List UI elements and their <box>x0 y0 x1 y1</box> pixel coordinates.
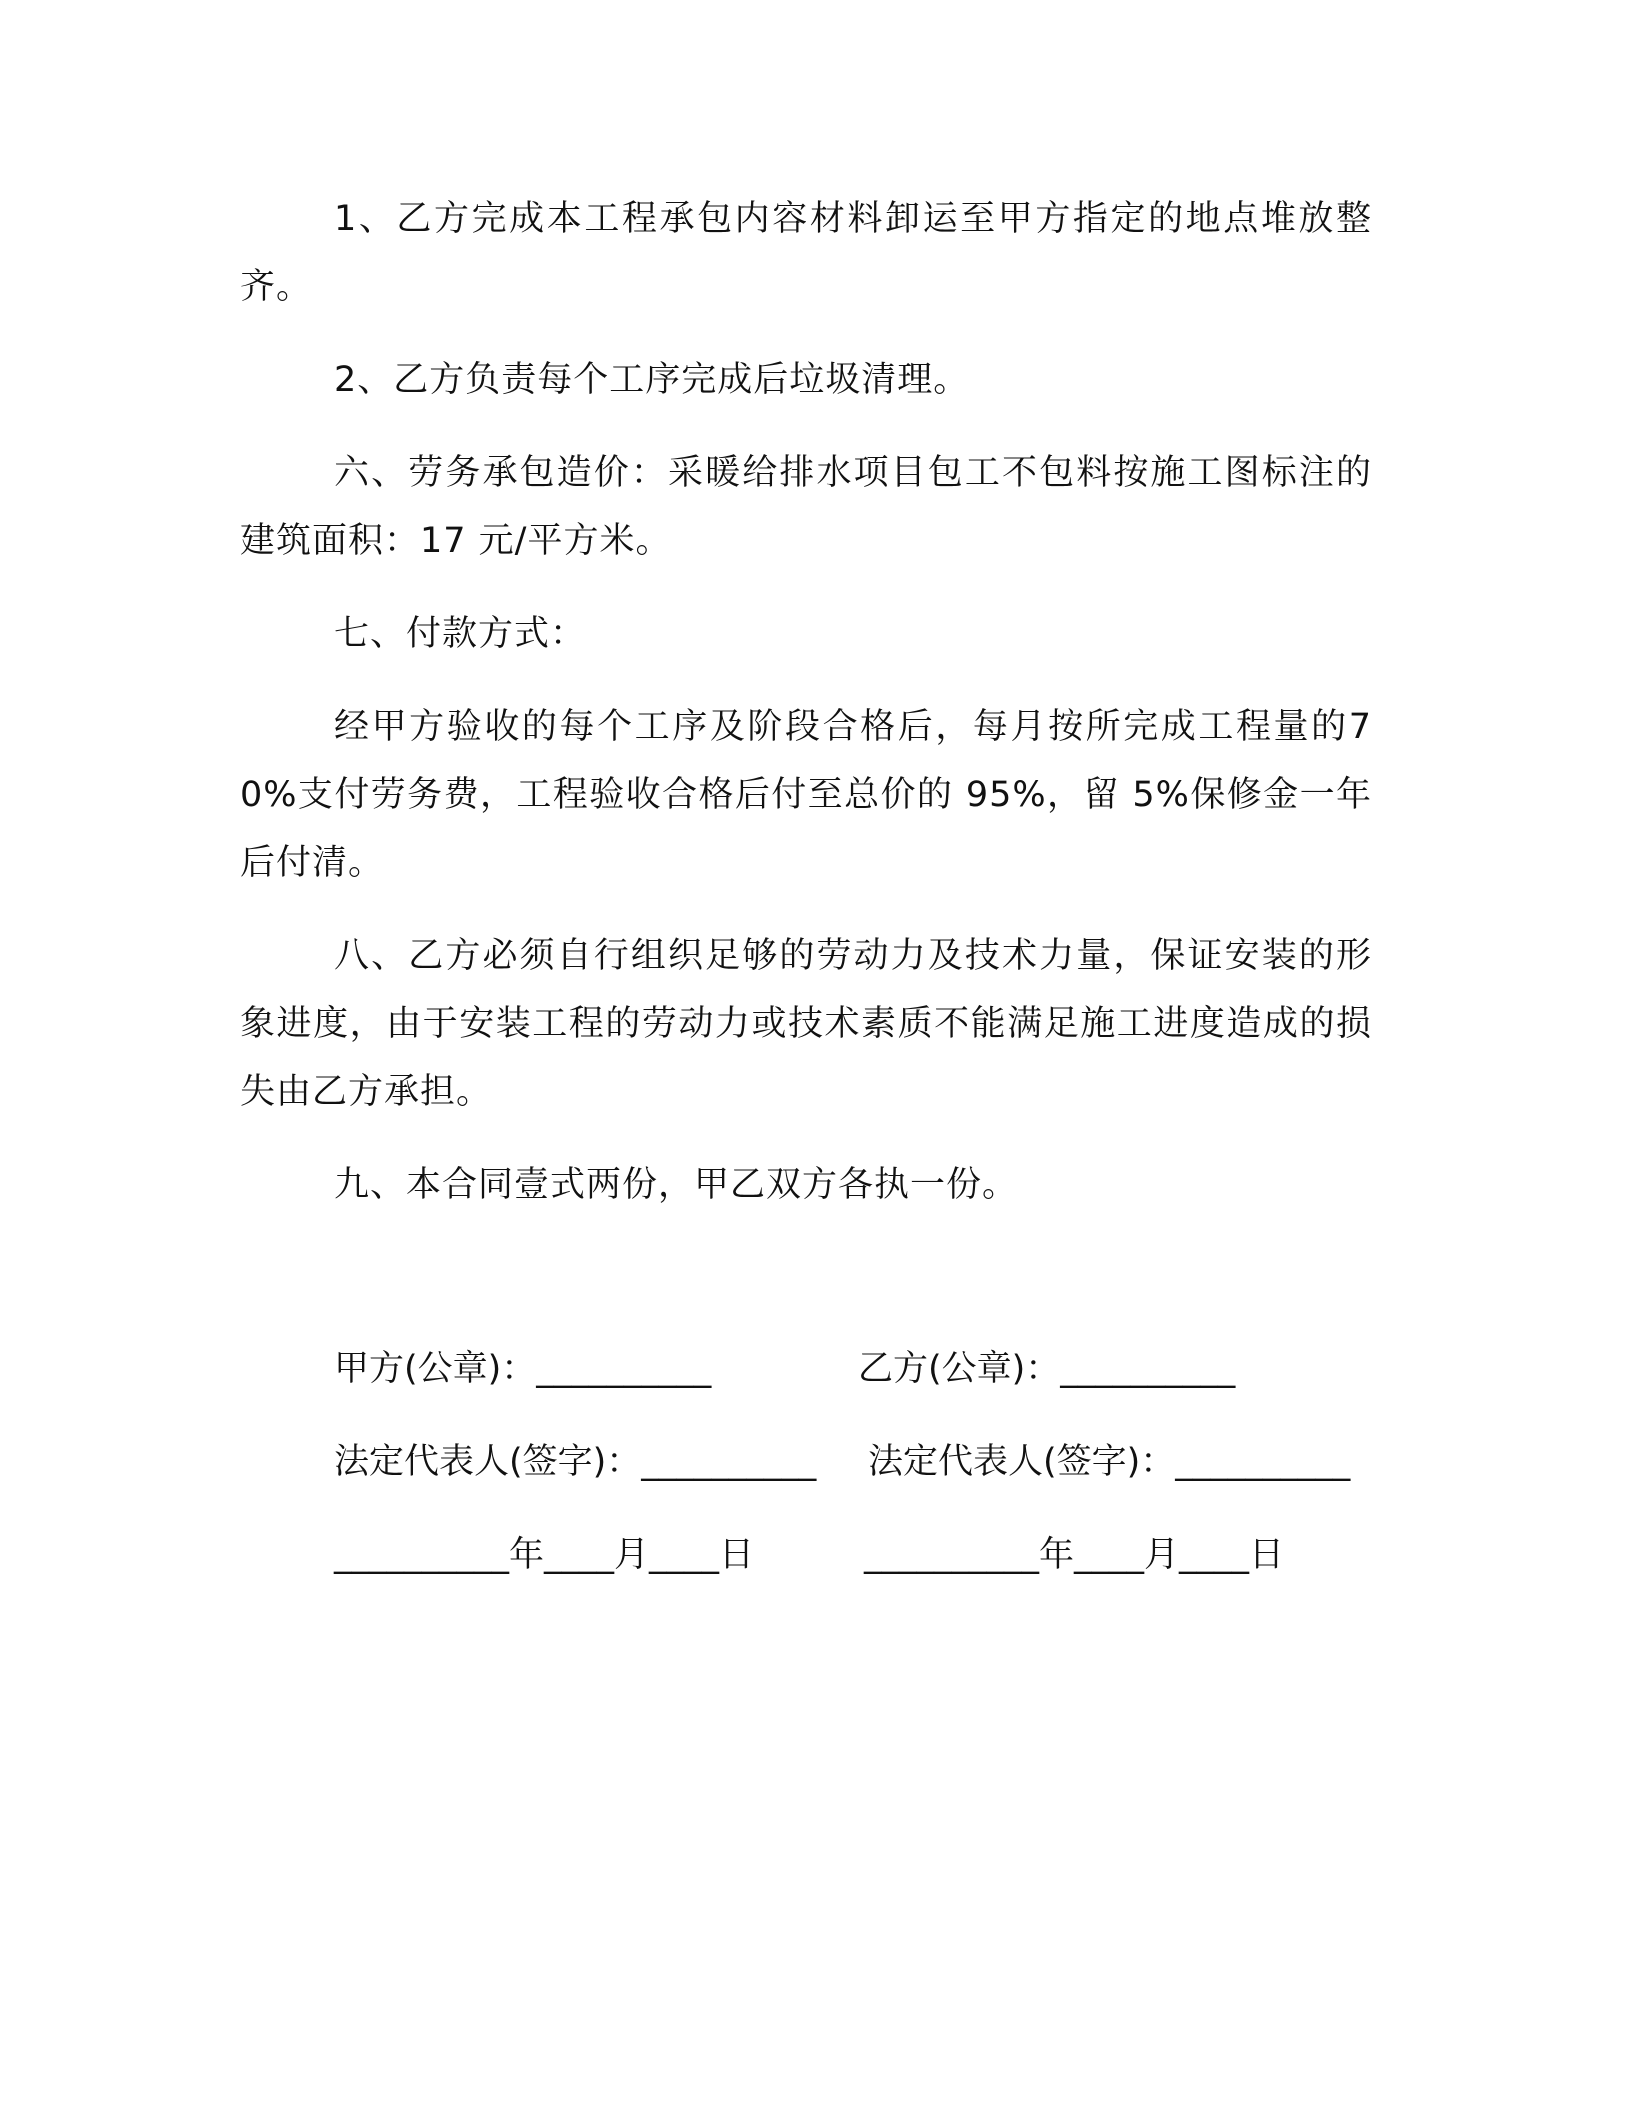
clause-labor-force: 八、乙方必须自行组织足够的劳动力及技术力量，保证安装的形象进度，由于安装工程的劳动力或技术素质不能满足施工进度造成的损失由乙方承担。 <box>240 936 1372 1112</box>
clause-garbage-cleanup: 2、乙方负责每个工序完成后垃圾清理。 <box>334 360 970 400</box>
clause-copies: 九、本合同壹式两份，甲乙双方各执一份。 <box>334 1165 1019 1205</box>
party-a-date-field: __________年____月____日 <box>334 1535 755 1575</box>
clause-payment-heading: 七、付款方式： <box>334 614 587 654</box>
clause-payment-terms: 经甲方验收的每个工序及阶段合格后，每月按所完成工程量的70%支付劳务费，工程验收合格后付至总价的 95%，留 5%保修金一年后付清。 <box>240 707 1372 883</box>
contract-body <box>240 185 1372 1244</box>
party-a-representative-field: 法定代表人(签字)：__________ <box>334 1442 817 1482</box>
party-b-representative-field: 法定代表人(签字)：__________ <box>868 1442 1351 1482</box>
party-a-seal-field: 甲方(公章)：__________ <box>334 1349 712 1389</box>
clause-material-unloading: 1、乙方完成本工程承包内容材料卸运至甲方指定的地点堆放整齐。 <box>240 199 1372 307</box>
party-b-date-field: __________年____月____日 <box>864 1535 1285 1575</box>
party-b-seal-field: 乙方(公章)：__________ <box>858 1349 1236 1389</box>
clause-labor-price: 六、劳务承包造价：采暖给排水项目包工不包料按施工图标注的建筑面积：17 元/平方米。 <box>240 453 1372 561</box>
